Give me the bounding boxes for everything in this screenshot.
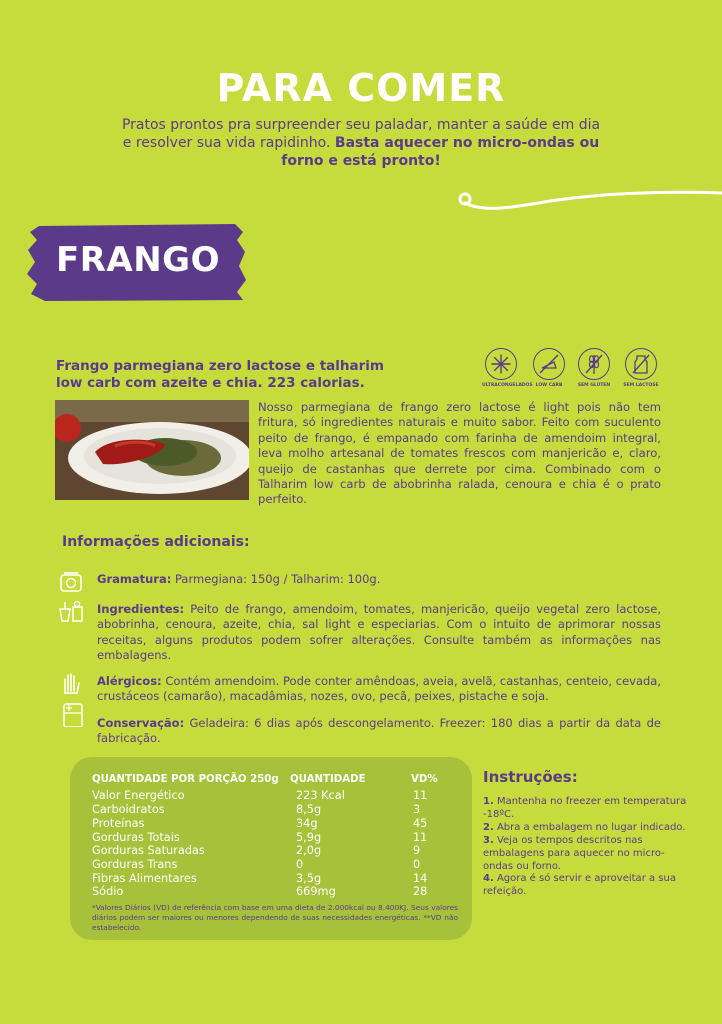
table-row-label: Gorduras Totais [92, 831, 180, 844]
table-row-label: Sódio [92, 885, 124, 898]
ingredientes-text: Peito de frango, amendoim, tomates, manjericão, queijo vegetal zero lactose, abobrinha, cenoura, azeite, chia, sal light e especiarias. Com o intuito de aprimorar nossas receitas, alguns produtos podem sofrer alterações. Consulte também as informações nas embalagens. [97, 602, 662, 662]
product-title: Frango parmegiana zero lactose e talharim low carb com azeite e chia. 223 calorias. [56, 358, 384, 391]
section-title: FRANGO [56, 240, 220, 280]
info-heading: Informações adicionais: [62, 534, 250, 550]
table-row-qty: 3,5g [296, 872, 322, 885]
swoosh-decoration [455, 183, 722, 213]
snowflake-icon [485, 348, 517, 380]
alergicos-text: Contém amendoim. Pode conter amêndoas, aveia, avelã, castanhas, centeio, cevada, crustáceos (camarão), macadâmias, nozes, ovo, pecã, peixes, pistache e soja. [97, 674, 661, 704]
table-row-vd: 28 [413, 885, 428, 898]
badge-label: LOW CARB [535, 383, 563, 388]
low-carb-icon [533, 348, 565, 380]
badge-low-carb [530, 348, 568, 388]
table-row-vd: 0 [413, 858, 421, 871]
table-row-label: Gorduras Trans [92, 858, 178, 871]
conservacao-text: Geladeira: 6 dias após descongelamento. Freezer: 180 dias a partir da data de fabricação. [97, 716, 661, 746]
step-number: 3. [483, 834, 494, 846]
step-text: Abra a embalagem no lugar indicado. [496, 821, 686, 833]
instructions-list [483, 796, 688, 899]
table-row-label: Carboidratos [92, 803, 165, 816]
milk-icon [625, 348, 657, 380]
table-row-qty: 2,0g [296, 844, 322, 857]
step-text: Veja os tempos descritos nas embalagens para aquecer no micro-ondas ou forno. [483, 834, 665, 872]
table-row-qty: 223 Kcal [296, 789, 345, 802]
table-row-vd: 45 [413, 817, 428, 830]
table-row-qty: 5,9g [296, 831, 322, 844]
badge-label: ULTRACONGELADOS [482, 383, 533, 388]
table-row-label: Proteínas [92, 817, 145, 830]
product-photo [55, 400, 249, 500]
table-row-vd: 11 [413, 831, 428, 844]
table-header-portion: QUANTIDADE POR PORÇÃO 250g [92, 774, 279, 785]
instruction-step [483, 835, 688, 874]
badge-label: SEM LACTOSE [623, 383, 659, 388]
hand-icon [56, 671, 86, 695]
instruction-step [483, 822, 688, 835]
table-row-label: Fibras Alimentares [92, 872, 197, 885]
nutrition-footnote: *Valores Diários (VD) de referência com base em uma dieta de 2.000kcal ou 8.400KJ. Seus valores diários podem ser maiores ou menores dependendo de suas necessidades energéticas. **VD não estabelecido. [92, 903, 458, 932]
table-row-qty: 669mg [296, 885, 336, 898]
page-title: PARA COMER [216, 66, 506, 110]
table-row-label: Valor Energético [92, 789, 185, 802]
conservacao-label: Conservação: [97, 716, 185, 730]
badge-sem-gluten [575, 348, 613, 388]
ingredientes-label: Ingredientes: [97, 602, 185, 616]
instruction-step [483, 796, 688, 822]
step-number: 4. [483, 873, 494, 885]
step-text: Mantenha no freezer em temperatura -18ºC. [483, 796, 687, 820]
scale-icon [56, 569, 86, 593]
product-description: Nosso parmegiana de frango zero lactose é light pois não tem fritura, só ingredientes naturais e muito sabor. Feito com suculento peito de frango, é empanado com farinha de amendoim integral, leva molho artesanal de tomates frescos com manjericão e, claro, queijo de castanhas que derrete por cima. Combinado com o Talharim low carb de abobrinha ralada, cenoura e chia é o prato perfeito. [258, 400, 661, 507]
gramatura-text: Parmegiana: 150g / Talharim: 100g. [175, 572, 381, 586]
table-header-vd: VD% [411, 774, 438, 785]
table-header-quantity: QUANTIDADE [290, 774, 366, 785]
table-row-qty: 8,5g [296, 803, 322, 816]
table-row-vd: 11 [413, 789, 428, 802]
badge-sem-lactose [622, 348, 660, 388]
step-number: 2. [483, 821, 494, 833]
table-row-vd: 3 [413, 803, 421, 816]
instructions-heading: Instruções: [483, 768, 578, 786]
instruction-step [483, 873, 688, 899]
badge-label: SEM GLÚTEN [577, 383, 611, 388]
wheat-icon [578, 348, 610, 380]
intro-bold: Basta aquecer no micro-ondas ou forno e está pronto! [281, 135, 600, 169]
intro-text [120, 116, 602, 170]
intro-regular: Pratos prontos pra surpreender seu paladar, manter a saúde em dia e resolver sua vida rapidinho. [121, 117, 601, 151]
step-text: Agora é só servir e aproveitar a sua refeição. [483, 873, 676, 898]
table-row-vd: 9 [413, 844, 421, 857]
table-row-label: Gorduras Saturadas [92, 844, 205, 857]
table-row-qty: 34g [296, 817, 318, 830]
alergicos-label: Alérgicos: [97, 674, 162, 688]
groceries-icon [56, 599, 86, 623]
table-row-qty: 0 [296, 858, 304, 871]
badge-ultracongelados [482, 348, 533, 388]
freezer-icon [56, 703, 86, 727]
gramatura-label: Gramatura: [97, 572, 172, 586]
table-row-vd: 14 [413, 872, 428, 885]
step-number: 1. [483, 796, 494, 807]
